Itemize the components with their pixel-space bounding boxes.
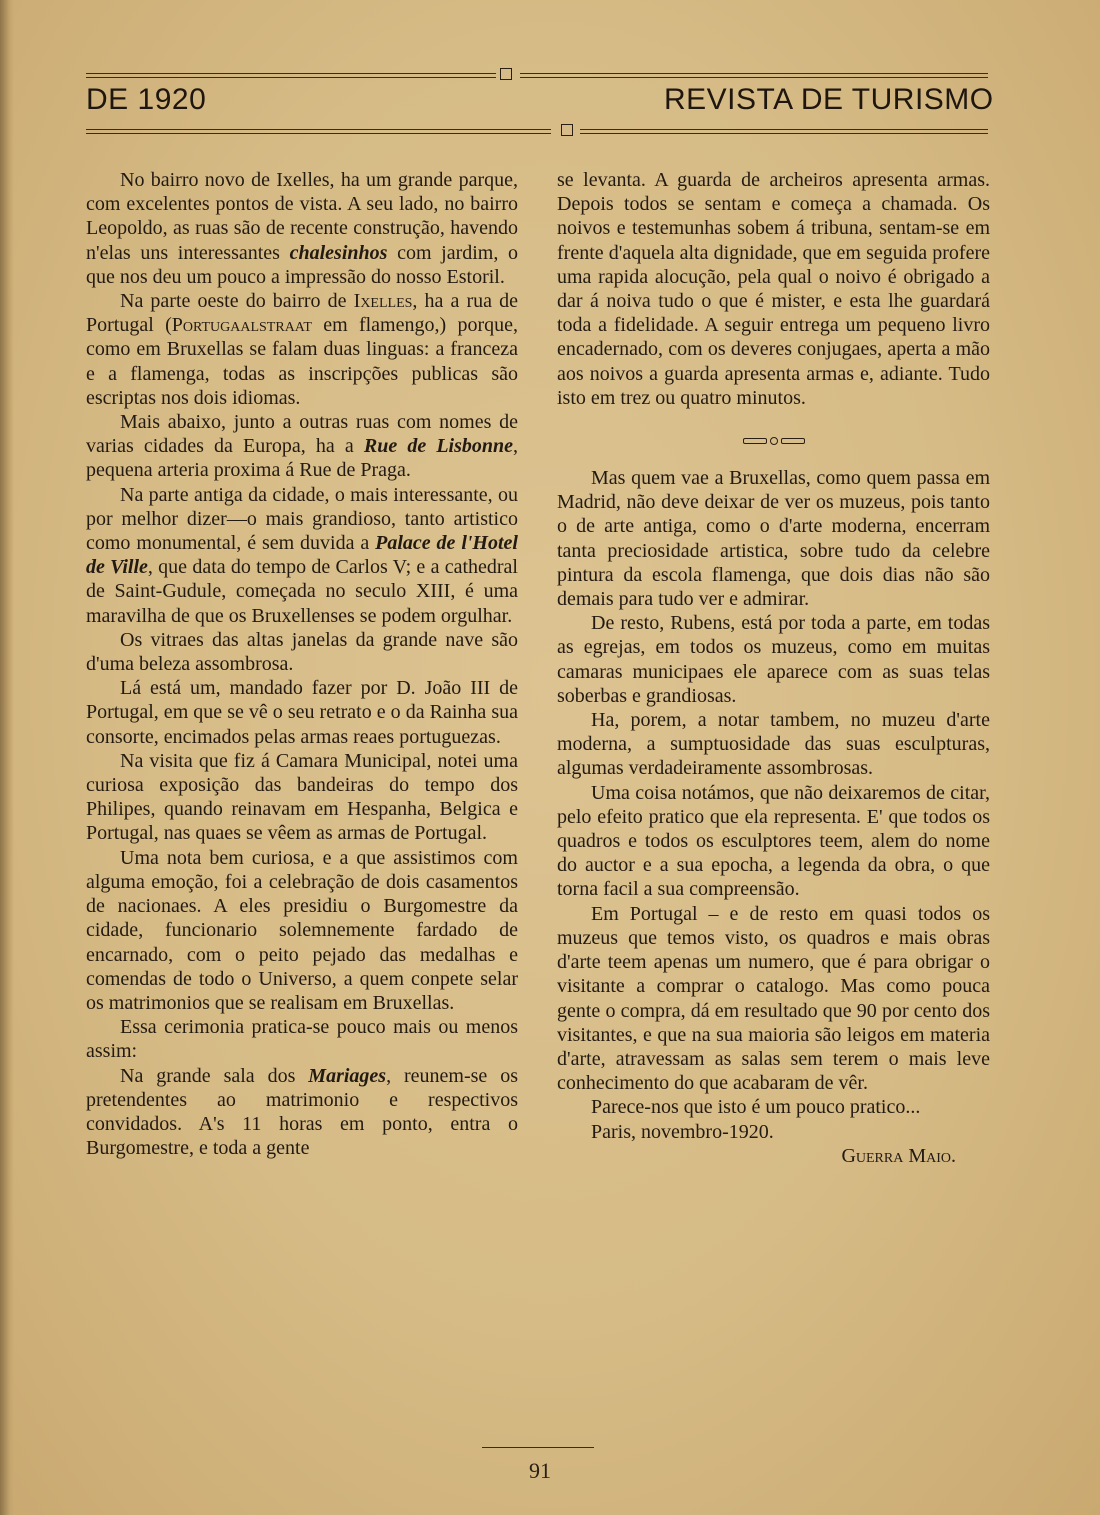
right-column: [557, 168, 990, 1168]
text-run: No bairro novo de Ixelles, ha um grande parque, com excelentes pontos de vista. A seu lado, no bairro Leopoldo, as ruas são de recente construção, havendo n'elas uns interessantes: [86, 169, 518, 264]
ornament-dot: [770, 437, 778, 445]
small-caps-term: Ixelles: [353, 290, 413, 313]
text-run: , pequena arteria proxima á Rue de Praga.: [86, 435, 519, 482]
text-run: com jardim, o que nos deu um pouco a impressão do nosso Estoril.: [86, 241, 519, 288]
ornament-bar: [781, 438, 805, 444]
italic-term: chalesinhos: [289, 241, 388, 264]
header-left: DE 1920: [86, 83, 207, 116]
paragraph: De resto, Rubens, está por toda a parte, em todas as egrejas, em todos os muzeus, como em muitas camaras municipaes ele aparece com as suas telas soberbas e grandiosas.: [557, 612, 990, 707]
paragraph: Uma nota bem curiosa, e a que assistimos com alguma emoção, foi a celebração de dois casamentos de nacionaes. A eles presidiu o Burgomestre da cidade, funcionario solemnemente fardado de encarnado, com o peito pejado das medalhas e comendas de todo o Universo, a quem conpete selar os matrimonios que se realisam em Bruxellas.: [86, 846, 518, 1014]
paragraph: Na visita que fiz á Camara Municipal, notei uma curiosa exposição das bandeiras do tempo dos Philipes, quando reinavam em Hespanha, Belgica e Portugal, nas quaes se vêem as armas de Portugal.: [86, 749, 518, 845]
paragraph: Em Portugal – e de resto em quasi todos os muzeus que temos visto, os quadros e mais obras d'arte teem apenas um numero, que é para obrigar o visitante a comprar o catalogo. Mas como pouca gente o compra, dá em resultado que 90 por cento dos visitantes, e que na sua maioria são leigos em materia d'arte, atravessam as salas sem terem o mais leve conhecimento do que acabaram de vêr.: [557, 902, 990, 1095]
text-run: , ha a rua de Portugal (: [86, 290, 519, 337]
paragraph: [86, 289, 518, 410]
footer-rule: [482, 1447, 594, 1448]
italic-term: Rue de Lisbonne: [363, 435, 514, 458]
header-bottom-rule-box: [561, 124, 573, 136]
text-run: Na parte oeste do bairro de: [120, 290, 354, 313]
paragraph: [86, 1064, 518, 1161]
header-right: REVISTA DE TURISMO: [664, 83, 994, 116]
italic-term: Mariages: [308, 1064, 387, 1087]
page-edge-shadow: [0, 0, 14, 1515]
section-ornament: [557, 428, 990, 454]
left-column: [86, 168, 518, 1160]
header-bottom-rule-left: [86, 129, 551, 134]
header-bottom-rule-right: [580, 129, 988, 134]
small-caps-term: Portugaalstraat: [171, 314, 312, 337]
paragraph: Parece-nos que isto é um pouco pratico...: [591, 1096, 921, 1119]
text-run: Mais abaixo, junto a outras ruas com nomes de varias cidades da Europa, ha a: [86, 411, 518, 458]
paragraph: Ha, porem, a notar tambem, no muzeu d'arte moderna, a sumptuosidade das suas esculpturas, algumas verdadeiramente assombrosas.: [557, 709, 990, 780]
paragraph: Uma coisa notámos, que não deixaremos de citar, pelo efeito pratico que ela representa. E' que todos os quadros e todos os esculptores teem, alem do nome do auctor e a sua epocha, a legenda da obra, o que torna facil a sua compreensão.: [557, 781, 990, 901]
paragraph: Essa cerimonia pratica-se pouco mais ou menos assim:: [86, 1016, 518, 1063]
text-run: em flamengo,) porque, como em Bruxellas se falam duas linguas: a franceza e a flamenga, todas as inscripções publicas são escriptas nos dois idiomas.: [86, 314, 518, 409]
text-run: Na parte antiga da cidade, o mais interessante, ou por melhor dizer—o mais grandioso, tanto artistico como monumental, é sem duvida a: [86, 483, 518, 555]
paragraph: Os vitraes das altas janelas da grande nave são d'uma beleza assombrosa.: [86, 628, 518, 676]
text-run: , que data do tempo de Carlos V; e a cathedral de Saint-Gudule, começada no seculo XIII, é uma maravilha de que os Bruxellenses se podem orgulhar.: [86, 556, 518, 627]
paragraph: Mas quem vae a Bruxellas, como quem passa em Madrid, não deve deixar de ver os muzeus, pois tanto o de arte antiga, como o d'arte moderna, encerram tanta preciosidade artistica, sobre tudo da celebre pintura da escola flamenga, que dois dias não são demais para tudo ver e admirar.: [557, 467, 990, 611]
paragraph: [86, 410, 518, 483]
ornament-bar: [743, 438, 767, 444]
text-run: Na grande sala dos: [120, 1064, 309, 1087]
page-number: 91: [529, 1458, 551, 1483]
paragraph: [86, 168, 518, 289]
paragraph: se levanta. A guarda de archeiros apresenta armas. Depois todos se sentam e começa a chamada. Os noivos e testemunhas sobem á tribuna, sentam-se em frente d'aquela alta dignidade, que em seguida profere uma rapida alocução, pela qual o noivo é obrigado a dar á noiva tudo o que é mister, e esta lhe guardará toda a fidelidade. A seguir entrega um pequeno livro encadernado, com os deveres conjugaes, aperta a mão aos noivos a guarda apresenta armas e, adiante. Tudo isto em trez ou quatro minutos.: [557, 169, 990, 409]
header-top-rule-right: [520, 73, 988, 78]
italic-term: Palace de l'Hotel de Ville: [86, 532, 518, 579]
paragraph: [86, 483, 518, 628]
paragraph: Lá está um, mandado fazer por D. João III de Portugal, em que se vê o seu retrato e o da Rainha sua consorte, encimados pelas armas reaes portuguezas.: [86, 677, 518, 748]
dateline: Paris, novembro-1920.: [591, 1120, 774, 1143]
text-run: , reunem-se os pretendentes ao matrimonio e respectivos convidados. A's 11 horas em ponto, entra o Burgomestre, e toda a gente: [86, 1064, 518, 1160]
header-top-rule-box: [500, 68, 512, 80]
header-top-rule-left: [86, 73, 496, 78]
author-signature: Guerra Maio.: [841, 1144, 956, 1167]
